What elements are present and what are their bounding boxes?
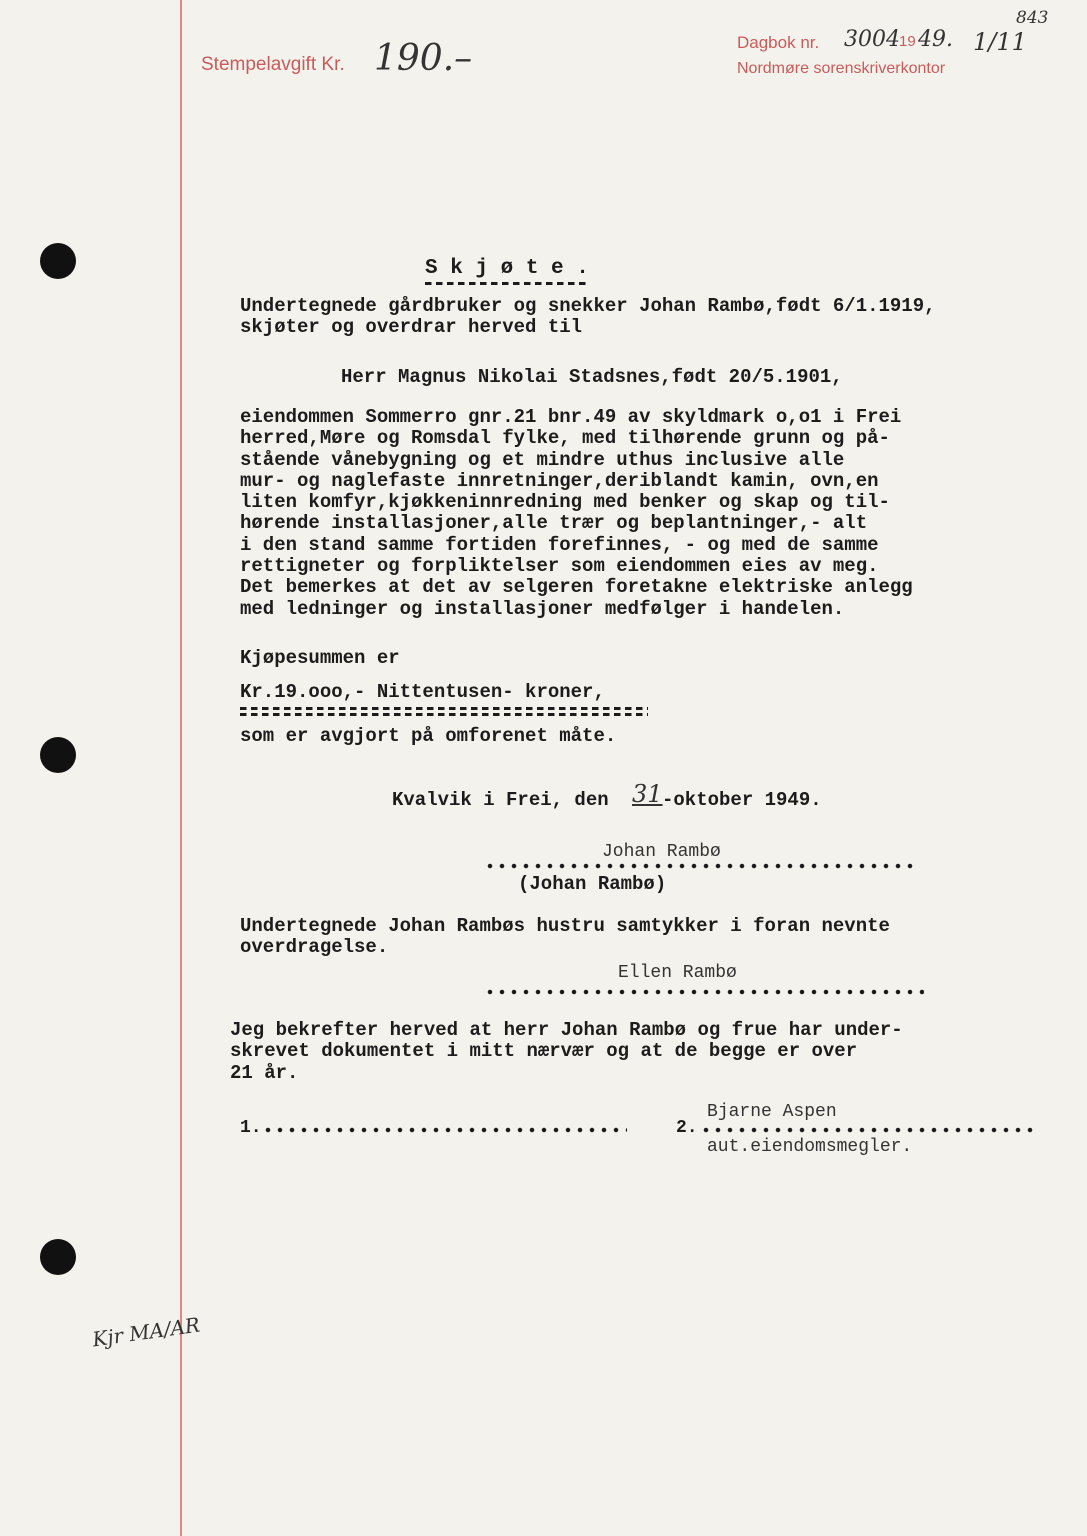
witness-2-mark: 2. (676, 1118, 698, 1138)
document-title: S k j ø t e . (425, 257, 589, 280)
journal-label: Dagbok nr. (737, 33, 820, 52)
price-underline-2 (240, 713, 648, 717)
wife-signature: Ellen Rambø (618, 963, 737, 983)
stamp-duty-label: Stempelavgift Kr. (201, 54, 345, 75)
seller-name-typed: (Johan Rambø) (518, 873, 667, 895)
wife-signature-line (484, 989, 924, 995)
seller-signature: Johan Rambø (602, 842, 721, 862)
buyer-line: Herr Magnus Nikolai Stadsnes,født 20/5.1901, (341, 366, 843, 388)
price-label: Kjøpesummen er (240, 647, 400, 669)
punch-hole (40, 1239, 76, 1275)
price-line: Kr.19.ooo,- Nittentusen- kroner, (240, 681, 605, 703)
journal-number: 3004 (844, 27, 900, 52)
margin-note: Kjr MA/AR (90, 1312, 202, 1352)
witness-2-line (700, 1127, 1035, 1133)
witness-signature: Bjarne Aspen (707, 1102, 837, 1122)
office-stamp: Nordmøre sorenskriverkontor (737, 60, 946, 77)
consent-paragraph: Undertegnede Johan Rambøs hustru samtykker i foran nevnte overdragelse. (240, 915, 890, 959)
price-underline-1 (240, 707, 648, 711)
witness-title: aut.eiendomsmegler. (707, 1137, 913, 1157)
witness-statement: Jeg bekrefter herved at herr Johan Rambø og frue har under- skrevet dokumentet i mitt nærvær og at de begge er over 21 år. (230, 1019, 903, 1084)
property-paragraph: eiendommen Sommerro gnr.21 bnr.49 av skyldmark o,o1 i Frei herred,Møre og Romsdal fylke, med tilhørende grunn og på- stående vånebygning og et mindre uthus inclusive alle mur- og naglefaste innretninger,deriblandt kamin, ovn,en liten komfyr,kjøkkeninnredning med benker og skap og til- hørende installasjoner,alle trær og beplantninger,- alt i den stand samme fortiden forefinnes, - og med de samme rettigneter og forpliktelser som eiendommen eies av meg. Det bemerkes at det av selgeren foretakne elektriske anlegg med ledninger og installasjoner medfølger i handelen. (240, 406, 913, 620)
title-underline (425, 282, 590, 286)
page-number: 843 (1016, 8, 1049, 28)
place-date-suffix: -oktober 1949. (662, 789, 822, 811)
punch-hole (40, 737, 76, 773)
place-date-day: 31 (632, 780, 663, 808)
place-date-prefix: Kvalvik i Frei, den (392, 789, 621, 811)
punch-hole (40, 243, 76, 279)
agreement-line: som er avgjort på omforenet måte. (240, 725, 617, 747)
red-margin-line (180, 0, 182, 1536)
journal-year: 49. (918, 27, 953, 52)
seller-signature-line (484, 863, 914, 869)
witness-1-mark: 1. (240, 1118, 262, 1138)
stamp-duty-amount: 190.– (374, 38, 473, 79)
journal-date: 1/11 (973, 28, 1027, 56)
journal-year-prefix: 19 (899, 33, 916, 50)
intro-paragraph: Undertegnede gårdbruker og snekker Johan Rambø,født 6/1.1919, skjøter og overdrar herved til (240, 295, 936, 339)
witness-1-line (262, 1127, 627, 1133)
